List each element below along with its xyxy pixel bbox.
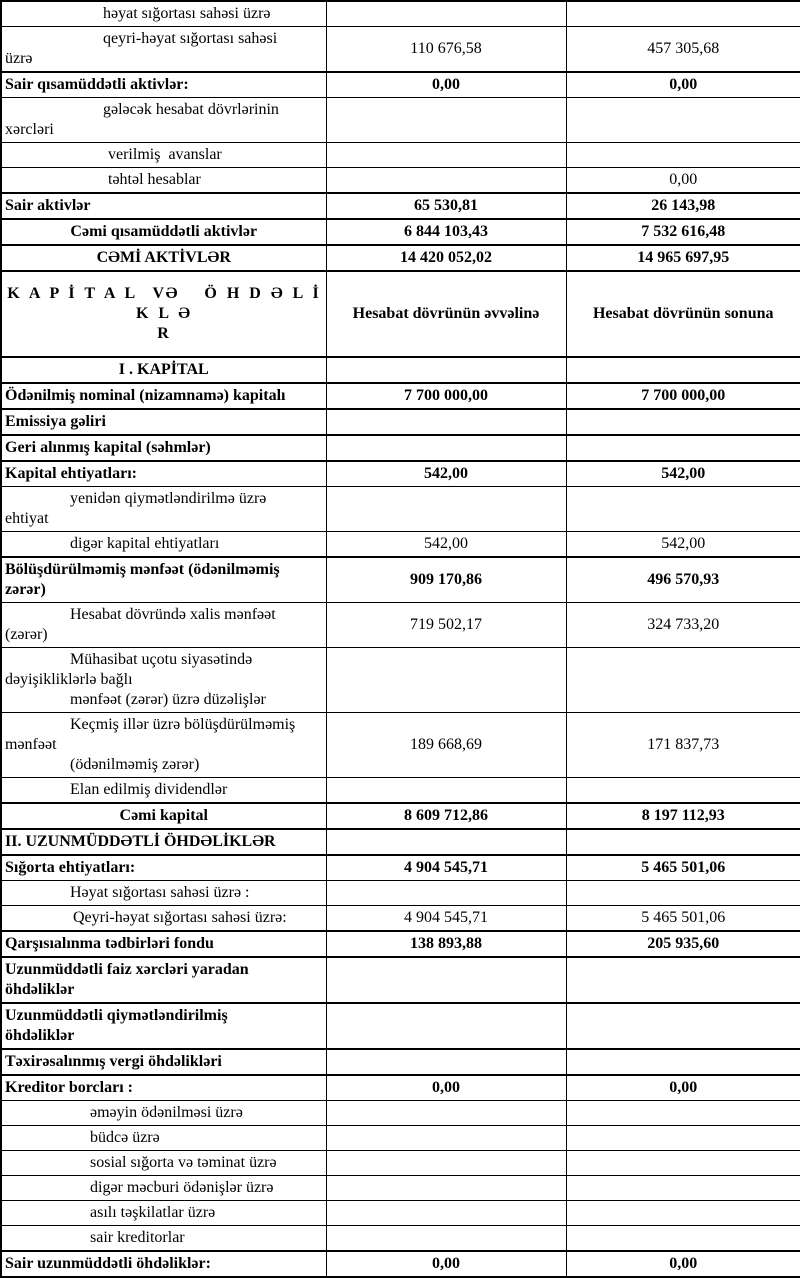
value-period-start-cell bbox=[326, 143, 566, 168]
value-period-start-cell: 4 904 545,71 bbox=[326, 906, 566, 932]
table-row bbox=[1, 1075, 800, 1101]
label-line: Cəmi qısamüddətli aktivlər bbox=[70, 223, 258, 240]
value-period-end-cell bbox=[566, 778, 800, 804]
value-period-start-cell bbox=[326, 829, 566, 855]
value-period-end-cell: 324 733,20 bbox=[566, 603, 800, 648]
value-period-end-cell: 205 935,60 bbox=[566, 931, 800, 957]
label-line: dəyişikliklərlə bağlı bbox=[5, 671, 133, 688]
value-period-start-cell: 14 420 052,02 bbox=[326, 245, 566, 271]
value-period-end-cell: Hesabat dövrünün sonuna bbox=[566, 271, 800, 357]
table-row bbox=[1, 1101, 800, 1126]
label-line: mənfəət (zərər) üzrə düzəlişlər bbox=[70, 691, 266, 708]
table-row bbox=[1, 855, 800, 881]
label-line: Bölüşdürülməmiş mənfəət (ödənilməmiş bbox=[5, 561, 280, 578]
label-line: Elan edilmiş dividendlər bbox=[70, 781, 228, 798]
value-period-start-cell bbox=[326, 1003, 566, 1049]
value-period-start-cell bbox=[326, 98, 566, 143]
value-period-start-cell: 0,00 bbox=[326, 72, 566, 98]
label-line: üzrə bbox=[5, 50, 33, 67]
value-period-start-cell bbox=[326, 1176, 566, 1201]
value-period-end-cell bbox=[566, 98, 800, 143]
label-line: həyat sığortası sahəsi üzrə bbox=[103, 5, 271, 22]
table-row bbox=[1, 931, 800, 957]
table-row bbox=[1, 1049, 800, 1075]
row-label-cell bbox=[1, 1, 326, 27]
row-label-cell bbox=[1, 1176, 326, 1201]
value-period-end-cell bbox=[566, 1101, 800, 1126]
row-label-cell bbox=[1, 1251, 326, 1277]
label-line: verilmiş avanslar bbox=[108, 146, 222, 163]
row-label-cell bbox=[1, 461, 326, 487]
label-line: ehtiyat bbox=[5, 510, 49, 527]
value-period-start-cell bbox=[326, 357, 566, 383]
value-period-end-cell bbox=[566, 1226, 800, 1252]
row-label-cell bbox=[1, 603, 326, 648]
value-period-start-cell: 138 893,88 bbox=[326, 931, 566, 957]
table-row bbox=[1, 532, 800, 558]
label-line: Ödənilmiş nominal (nizamnamə) kapitalı bbox=[5, 387, 286, 404]
label-line: Kapital ehtiyatları: bbox=[5, 465, 137, 482]
value-period-end-cell bbox=[566, 1126, 800, 1151]
value-period-end-cell bbox=[566, 143, 800, 168]
label-line: CƏMİ AKTİVLƏR bbox=[96, 249, 231, 266]
label-line: xərcləri bbox=[5, 121, 54, 138]
value-period-start-cell: 110 676,58 bbox=[326, 27, 566, 73]
value-period-end-cell bbox=[566, 957, 800, 1003]
value-period-end-cell bbox=[566, 829, 800, 855]
label-line: Hesabat dövründə xalis mənfəət bbox=[70, 606, 276, 623]
table-row bbox=[1, 1201, 800, 1226]
table-row bbox=[1, 1251, 800, 1277]
value-period-start-cell: 189 668,69 bbox=[326, 713, 566, 778]
row-label-cell bbox=[1, 409, 326, 435]
label-line: öhdəliklər bbox=[5, 981, 75, 998]
row-label-cell bbox=[1, 957, 326, 1003]
value-period-start-cell bbox=[326, 409, 566, 435]
row-label-cell bbox=[1, 193, 326, 219]
table-row bbox=[1, 648, 800, 713]
row-label-cell bbox=[1, 713, 326, 778]
label-line: əməyin ödənilməsi üzrə bbox=[90, 1104, 243, 1121]
value-period-start-cell: 8 609 712,86 bbox=[326, 803, 566, 829]
value-period-start-cell: Hesabat dövrünün əvvəlinə bbox=[326, 271, 566, 357]
value-period-end-cell bbox=[566, 435, 800, 461]
row-label-cell bbox=[1, 72, 326, 98]
value-period-start-cell bbox=[326, 1101, 566, 1126]
value-period-start-cell bbox=[326, 487, 566, 532]
table-row bbox=[1, 27, 800, 73]
label-line: (ödənilməmiş zərər) bbox=[70, 756, 200, 773]
value-period-start-cell: 909 170,86 bbox=[326, 557, 566, 603]
label-line: Həyat sığortası sahəsi üzrə : bbox=[70, 884, 250, 901]
value-period-start-cell: 6 844 103,43 bbox=[326, 219, 566, 245]
row-label-cell bbox=[1, 1201, 326, 1226]
value-period-end-cell: 7 532 616,48 bbox=[566, 219, 800, 245]
value-period-end-cell: 5 465 501,06 bbox=[566, 906, 800, 932]
value-period-start-cell bbox=[326, 168, 566, 194]
table-row bbox=[1, 461, 800, 487]
label-line: Təxirəsalınmış vergi öhdəlikləri bbox=[5, 1053, 222, 1070]
value-period-end-cell bbox=[566, 409, 800, 435]
label-line: (zərər) bbox=[5, 626, 48, 643]
row-label-cell bbox=[1, 98, 326, 143]
row-label-cell bbox=[1, 532, 326, 558]
table-row bbox=[1, 245, 800, 271]
label-line: Sair aktivlər bbox=[5, 197, 91, 214]
label-line: Geri alınmış kapital (səhmlər) bbox=[5, 439, 211, 456]
label-line: Qarşısıalınma tədbirləri fondu bbox=[5, 935, 214, 952]
value-period-end-cell bbox=[566, 648, 800, 713]
table-row bbox=[1, 72, 800, 98]
value-period-start-cell bbox=[326, 435, 566, 461]
value-period-start-cell bbox=[326, 1226, 566, 1252]
table-row bbox=[1, 829, 800, 855]
row-label-cell bbox=[1, 881, 326, 906]
value-period-start-cell bbox=[326, 1049, 566, 1075]
value-period-start-cell: 4 904 545,71 bbox=[326, 855, 566, 881]
table-row bbox=[1, 1003, 800, 1049]
value-period-end-cell: 5 465 501,06 bbox=[566, 855, 800, 881]
label-line: I . KAPİTAL bbox=[118, 361, 209, 378]
row-label-cell bbox=[1, 1126, 326, 1151]
label-line: Uzunmüddətli faiz xərcləri yaradan bbox=[5, 961, 249, 978]
value-period-end-cell: 0,00 bbox=[566, 168, 800, 194]
label-line: Uzunmüddətli qiymətləndirilmiş bbox=[5, 1007, 228, 1024]
label-line: Emissiya gəliri bbox=[5, 413, 106, 430]
table-row bbox=[1, 219, 800, 245]
table-row bbox=[1, 1, 800, 27]
row-label-cell bbox=[1, 435, 326, 461]
label-line: digər kapital ehtiyatları bbox=[70, 535, 220, 552]
label-line: Keçmiş illər üzrə bölüşdürülməmiş bbox=[70, 716, 296, 733]
table-row bbox=[1, 383, 800, 409]
row-label-cell bbox=[1, 803, 326, 829]
table-row bbox=[1, 881, 800, 906]
value-period-end-cell bbox=[566, 881, 800, 906]
label-line: qeyri-həyat sığortası sahəsi bbox=[103, 30, 278, 47]
value-period-end-cell bbox=[566, 1176, 800, 1201]
row-label-cell bbox=[1, 357, 326, 383]
row-label-cell bbox=[1, 27, 326, 73]
value-period-end-cell: 8 197 112,93 bbox=[566, 803, 800, 829]
value-period-start-cell bbox=[326, 1201, 566, 1226]
row-label-cell bbox=[1, 271, 329, 357]
table-row bbox=[1, 487, 800, 532]
table-row bbox=[1, 435, 800, 461]
label-line: yenidən qiymətləndirilmə üzrə bbox=[70, 490, 267, 507]
label-line: Sair uzunmüddətli öhdəliklər: bbox=[5, 1255, 211, 1272]
label-line: Mühasibat uçotu siyasətində bbox=[70, 651, 253, 668]
table-row bbox=[1, 713, 800, 778]
label-line: Qeyri-həyat sığortası sahəsi üzrə: bbox=[73, 909, 287, 926]
label-line: mənfəət bbox=[5, 736, 57, 753]
value-period-end-cell: 542,00 bbox=[566, 461, 800, 487]
value-period-end-cell bbox=[566, 1003, 800, 1049]
value-period-end-cell: 14 965 697,95 bbox=[566, 245, 800, 271]
label-line: Sair qısamüddətli aktivlər: bbox=[5, 76, 189, 93]
value-period-start-cell: 719 502,17 bbox=[326, 603, 566, 648]
label-line: zərər) bbox=[5, 581, 46, 598]
table-row bbox=[1, 98, 800, 143]
value-period-start-cell bbox=[326, 881, 566, 906]
value-period-start-cell bbox=[326, 1126, 566, 1151]
table-row bbox=[1, 1126, 800, 1151]
label-line: öhdəliklər bbox=[5, 1027, 75, 1044]
value-period-start-cell bbox=[326, 1151, 566, 1176]
table-row bbox=[1, 143, 800, 168]
value-period-end-cell: 7 700 000,00 bbox=[566, 383, 800, 409]
label-line: sair kreditorlar bbox=[90, 1229, 185, 1246]
table-row bbox=[1, 803, 800, 829]
table-row bbox=[1, 193, 800, 219]
table-row bbox=[1, 557, 800, 603]
label-line: digər məcburi ödənişlər üzrə bbox=[90, 1179, 274, 1196]
value-period-end-cell: 0,00 bbox=[566, 1251, 800, 1277]
table-row bbox=[1, 357, 800, 383]
row-label-cell bbox=[1, 168, 326, 194]
row-label-cell bbox=[1, 778, 326, 804]
label-line: sosial sığorta və təminat üzrə bbox=[90, 1154, 277, 1171]
label-line: Kreditor borcları : bbox=[5, 1079, 133, 1096]
row-label-cell bbox=[1, 648, 326, 713]
value-period-end-cell: 171 837,73 bbox=[566, 713, 800, 778]
row-label-cell bbox=[1, 383, 326, 409]
value-period-end-cell bbox=[566, 357, 800, 383]
value-period-end-cell: 0,00 bbox=[566, 72, 800, 98]
value-period-start-cell: 7 700 000,00 bbox=[326, 383, 566, 409]
row-label-cell bbox=[1, 245, 326, 271]
label-line: gələcək hesabat dövrlərinin bbox=[103, 101, 279, 118]
value-period-end-cell: 496 570,93 bbox=[566, 557, 800, 603]
row-label-cell bbox=[1, 1101, 326, 1126]
label-line: büdcə üzrə bbox=[90, 1129, 160, 1146]
label-line: asılı təşkilatlar üzrə bbox=[90, 1204, 216, 1221]
row-label-cell bbox=[1, 143, 326, 168]
row-label-cell bbox=[1, 829, 326, 855]
row-label-cell bbox=[1, 487, 326, 532]
value-period-end-cell: 26 143,98 bbox=[566, 193, 800, 219]
row-label-cell bbox=[1, 1075, 326, 1101]
table-row bbox=[1, 1151, 800, 1176]
value-period-end-cell: 0,00 bbox=[566, 1075, 800, 1101]
row-label-cell bbox=[1, 931, 326, 957]
row-label-cell bbox=[1, 855, 326, 881]
value-period-start-cell bbox=[326, 778, 566, 804]
value-period-start-cell: 0,00 bbox=[326, 1251, 566, 1277]
label-line: Cəmi kapital bbox=[119, 807, 208, 824]
table-row bbox=[1, 957, 800, 1003]
value-period-end-cell bbox=[566, 1, 800, 27]
row-label-cell bbox=[1, 219, 326, 245]
label-line: Sığorta ehtiyatları: bbox=[5, 859, 136, 876]
table-row bbox=[1, 1226, 800, 1252]
table-row bbox=[1, 603, 800, 648]
value-period-end-cell: 542,00 bbox=[566, 532, 800, 558]
value-period-start-cell: 65 530,81 bbox=[326, 193, 566, 219]
label-line: təhtəl hesablar bbox=[108, 171, 201, 188]
table-row bbox=[1, 906, 800, 932]
value-period-start-cell: 0,00 bbox=[326, 1075, 566, 1101]
value-period-end-cell bbox=[566, 1201, 800, 1226]
value-period-end-cell: 457 305,68 bbox=[566, 27, 800, 73]
label-line: R bbox=[157, 325, 171, 342]
table-row bbox=[1, 271, 800, 357]
value-period-end-cell bbox=[566, 1049, 800, 1075]
table-row bbox=[1, 1176, 800, 1201]
row-label-cell bbox=[1, 1151, 326, 1176]
value-period-end-cell bbox=[566, 1151, 800, 1176]
balance-sheet-body bbox=[1, 1, 800, 1277]
value-period-start-cell bbox=[326, 1, 566, 27]
row-label-cell bbox=[1, 557, 326, 603]
label-line: II. UZUNMÜDDƏTLİ ÖHDƏLİKLƏR bbox=[5, 833, 276, 850]
row-label-cell bbox=[1, 1003, 326, 1049]
row-label-cell bbox=[1, 1049, 326, 1075]
label-line: K A P İ T A L VƏ Ö H D Ə L İ K L Ə bbox=[7, 285, 329, 322]
value-period-start-cell bbox=[326, 648, 566, 713]
value-period-start-cell: 542,00 bbox=[326, 532, 566, 558]
row-label-cell bbox=[1, 906, 326, 932]
table-row bbox=[1, 168, 800, 194]
row-label-cell bbox=[1, 1226, 326, 1252]
value-period-start-cell bbox=[326, 957, 566, 1003]
table-row bbox=[1, 409, 800, 435]
table-row bbox=[1, 778, 800, 804]
value-period-start-cell: 542,00 bbox=[326, 461, 566, 487]
value-period-end-cell bbox=[566, 487, 800, 532]
